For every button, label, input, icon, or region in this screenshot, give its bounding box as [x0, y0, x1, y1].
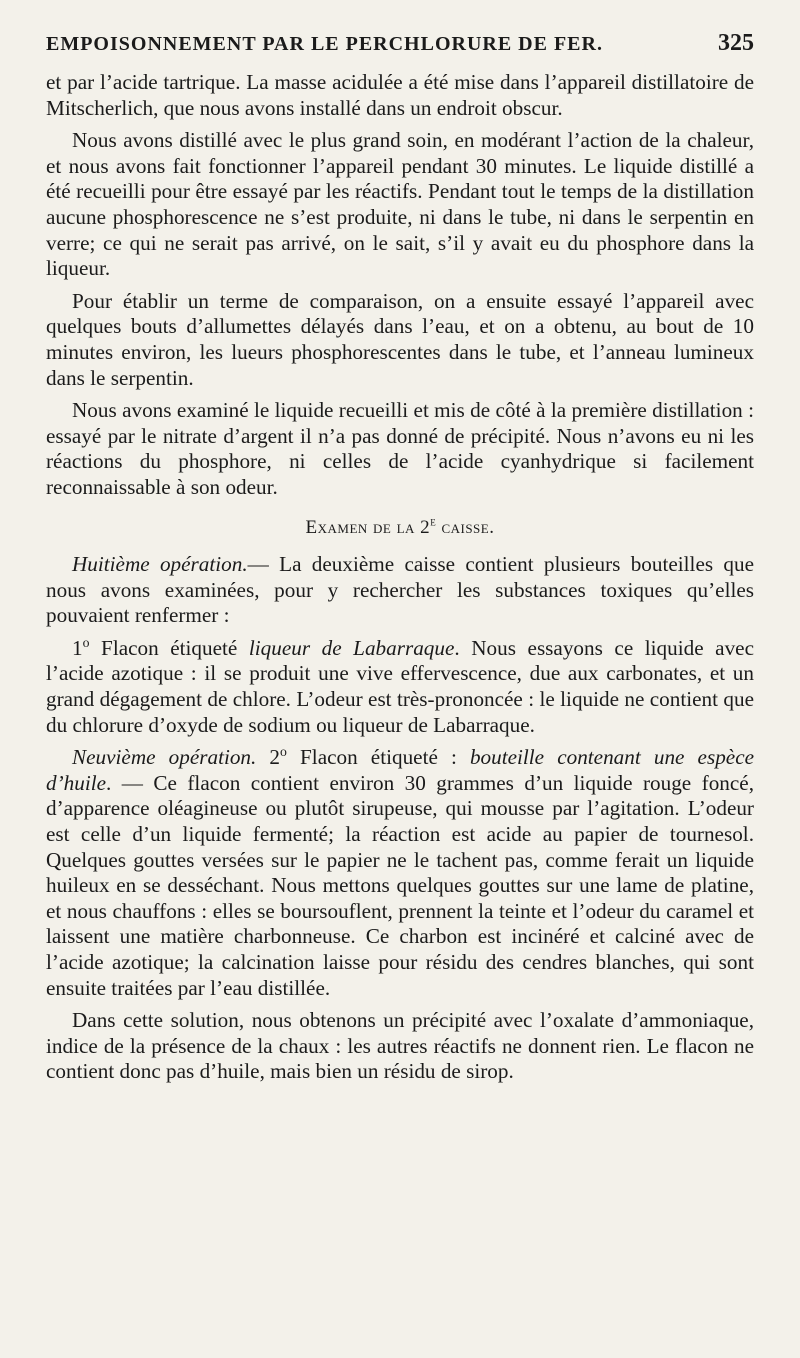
paragraph-operation-8	[46, 552, 754, 629]
operation-9-flacon-label: bouteille contenant une espèce d’huile	[46, 745, 754, 795]
section-heading-prefix: Examen de la 2	[305, 516, 431, 538]
paragraph-item-1	[46, 636, 754, 738]
item-1-sup: o	[82, 634, 90, 650]
item-1-post: . Nous essayons ce liquide avec l’acide azotique : il se produit une vive effervescence, due aux carbonates, et un grand dégagement de chlore. L’odeur est très-prononcée : le liquide ne contient que du chlorure d’oxyde de sodium ou liqueur de Labarraque.	[46, 635, 754, 737]
operation-9-sup: o	[280, 744, 287, 760]
section-heading-sup: e	[430, 514, 437, 529]
operation-9-post: . — Ce flacon contient environ 30 grammes d’un liquide rouge foncé, d’apparence oléagineuse ou plutôt sirupeuse, qui mousse par l’agitation. L’odeur est celle d’un liquide fermenté; la réaction est acide au papier de tournesol. Quelques gouttes versées sur le papier ne le tachent pas, comme ferait un liquide huileux en se desséchant. Nous mettons quelques gouttes sur une lame de platine, et nous chauffons : elles se boursouflent, prennent la teinte et l’odeur du caramel et laissent une matière charbonneuse. Ce charbon est incinéré et calciné avec de l’acide azotique; la calcination laisse pour résidu des cendres blanches, qui sont ensuite traitées par l’eau distillée.	[46, 770, 754, 1000]
item-1-pre: Flacon étiqueté	[89, 635, 249, 660]
paragraph-operation-9	[46, 745, 754, 1001]
running-header	[46, 30, 754, 70]
paragraph-final: Dans cette solution, nous obtenons un précipité avec l’oxalate d’ammoniaque, indice de la présence de la chaux : les autres réactifs ne donnent rien. Le flacon ne contient donc pas d’huile, mais bien un résidu de sirop.	[46, 1008, 754, 1084]
paragraph-continued: et par l’acide tartrique. La masse acidulée a été mise dans l’appareil distillatoire de Mitscherlich, que nous avons installé dans un endroit obscur.	[46, 70, 754, 120]
operation-9-label: Neuvième opération.	[72, 745, 257, 770]
running-title: EMPOISONNEMENT PAR LE PERCHLORURE DE FER.	[46, 33, 603, 55]
operation-9-number: 2	[256, 745, 281, 770]
paragraph-liquid-examined: Nous avons examiné le liquide recueilli et mis de côté à la première distillation : essayé par le nitrate d’argent il n’a pas donné de précipité. Nous n’avons eu ni les réactions du phosphore, ni celles de l’acide cyanhydrique si facilement reconnaissable à son odeur.	[46, 398, 754, 499]
paragraph-comparison: Pour établir un terme de comparaison, on a ensuite essayé l’appareil avec quelques bouts d’allumettes délayés dans l’eau, et on a obtenu, au bout de 10 minutes environ, les lueurs phosphorescentes dans le tube, et l’anneau lumineux dans le serpentin.	[46, 288, 754, 390]
section-heading-suffix: caisse.	[436, 516, 495, 538]
item-1-number: 1	[72, 635, 83, 660]
operation-9-pre: Flacon étiqueté :	[286, 745, 470, 770]
item-1-label: liqueur de Labarraque	[248, 635, 455, 660]
section-heading	[46, 515, 754, 541]
body-text	[46, 70, 754, 1085]
book-page	[46, 30, 754, 1092]
operation-8-label: Huitième opération.	[72, 552, 248, 577]
paragraph-distillation: Nous avons distillé avec le plus grand soin, en modérant l’action de la chaleur, et nous avons fait fonctionner l’appareil pendant 30 minutes. Le liquide distillé a été recueilli pour être essayé par les réactifs. Pendant tout le temps de la distillation aucune phosphorescence ne s’est produite, ni dans le tube, ni dans le serpentin en verre; ce qui ne serait pas arrivé, on le sait, s’il y avait eu du phosphore dans la liqueur.	[46, 128, 754, 281]
page-number: 325	[718, 30, 754, 56]
operation-8-text: — La deuxième caisse contient plusieurs bouteilles que nous avons examinées, pour y rechercher les substances toxiques qu’elles pouvaient renfermer :	[46, 552, 754, 628]
